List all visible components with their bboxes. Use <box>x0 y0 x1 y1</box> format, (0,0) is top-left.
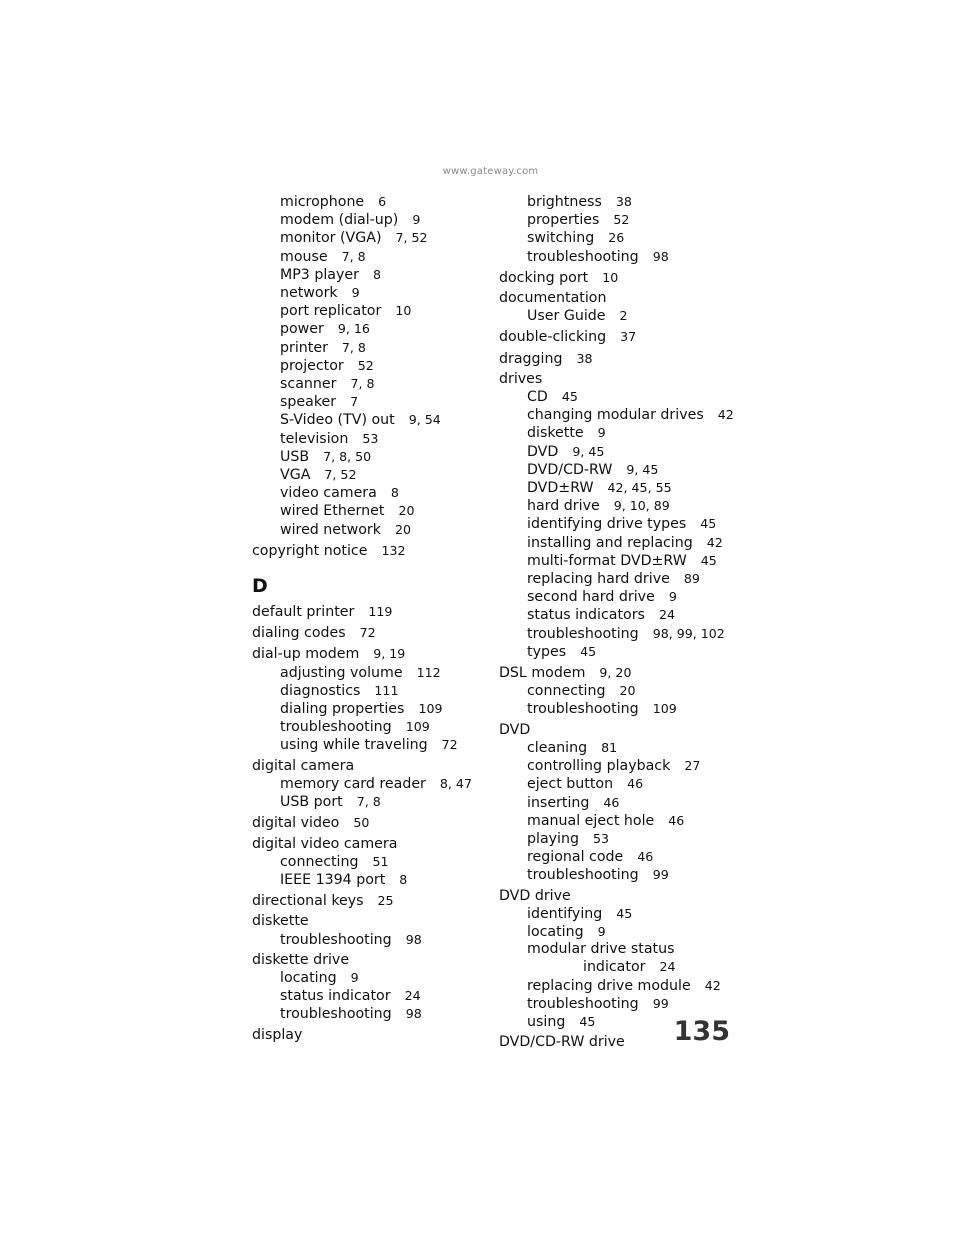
index-subentry <box>252 1005 492 1023</box>
index-term: diskette <box>527 425 584 442</box>
index-term: digital camera <box>252 757 355 774</box>
index-pages: 38 <box>576 350 593 366</box>
index-pages: 8 <box>390 485 399 501</box>
index-term: manual eject hole <box>527 812 655 829</box>
index-pages: 24 <box>404 988 421 1004</box>
index-pages: 46 <box>627 776 644 792</box>
index-pages: 7, 8 <box>341 339 366 355</box>
index-subentry <box>499 388 739 406</box>
index-entry <box>499 888 739 905</box>
index-pages: 9, 45 <box>626 461 659 477</box>
index-subentry <box>252 448 492 466</box>
index-pages: 111 <box>374 682 399 698</box>
index-subentry <box>252 248 492 266</box>
index-subentry <box>499 941 739 958</box>
index-subentry <box>252 284 492 302</box>
index-pages: 45 <box>700 552 717 568</box>
index-term: wired Ethernet <box>280 503 385 520</box>
index-column-left <box>252 193 492 1044</box>
index-subentry <box>499 515 739 533</box>
index-pages: 46 <box>603 794 620 810</box>
index-term: USB port <box>280 794 343 811</box>
index-pages: 27 <box>684 758 701 774</box>
index-term: installing and replacing <box>527 534 693 551</box>
index-pages: 46 <box>668 812 685 828</box>
index-term: using <box>527 1013 566 1030</box>
index-pages: 109 <box>652 701 677 717</box>
index-pages: 7, 8, 50 <box>323 448 372 464</box>
index-subentry <box>252 521 492 539</box>
index-pages: 46 <box>637 849 654 865</box>
index-subentry <box>499 606 739 624</box>
index-pages: 45 <box>616 905 633 921</box>
index-subentry <box>252 700 492 718</box>
index-term: drives <box>499 370 543 387</box>
index-subentry <box>499 211 739 229</box>
index-term: S-Video (TV) out <box>280 412 395 429</box>
index-entry <box>252 892 492 910</box>
index-subentry <box>499 794 739 812</box>
index-subentry <box>499 830 739 848</box>
index-term: indicator <box>583 959 646 976</box>
index-pages: 26 <box>608 230 625 246</box>
index-subentry <box>499 248 739 266</box>
index-term: status indicators <box>527 607 645 624</box>
index-pages: 2 <box>619 308 628 324</box>
index-term: controlling playback <box>527 758 671 775</box>
index-entry <box>499 328 739 346</box>
index-subentry <box>499 700 739 718</box>
index-entry <box>252 913 492 930</box>
index-term: troubleshooting <box>280 931 392 948</box>
index-term: MP3 player <box>280 266 359 283</box>
index-entry <box>252 814 492 832</box>
index-subentry <box>499 757 739 775</box>
index-pages: 42 <box>704 977 721 993</box>
index-pages: 9, 54 <box>408 412 441 428</box>
index-term: second hard drive <box>527 589 655 606</box>
index-term: scanner <box>280 376 337 393</box>
index-term: DVD±RW <box>527 480 594 497</box>
index-subentry <box>499 995 739 1013</box>
index-pages: 9 <box>412 212 421 228</box>
page-number: 135 <box>673 1016 730 1047</box>
index-pages: 9 <box>597 923 606 939</box>
index-subentry <box>252 229 492 247</box>
index-term: digital video <box>252 815 340 832</box>
index-term: connecting <box>527 683 606 700</box>
index-term: inserting <box>527 794 590 811</box>
index-pages: 53 <box>592 830 610 846</box>
index-pages: 20 <box>394 521 411 537</box>
index-pages: 42, 45, 55 <box>607 480 672 496</box>
index-term: using while traveling <box>280 737 428 754</box>
index-term: eject button <box>527 776 614 793</box>
index-block <box>252 603 492 1044</box>
index-term: docking port <box>499 269 589 286</box>
index-subentry <box>252 466 492 484</box>
index-term: dialing codes <box>252 625 346 642</box>
index-term: DVD drive <box>499 887 571 904</box>
index-subentry <box>499 461 739 479</box>
index-subentry <box>252 484 492 502</box>
index-pages: 9, 16 <box>337 321 370 337</box>
index-subentry <box>252 320 492 338</box>
index-pages: 7, 8 <box>341 248 366 264</box>
index-subentry <box>499 643 739 661</box>
index-subentry <box>252 664 492 682</box>
index-term: display <box>252 1026 303 1043</box>
index-term: television <box>280 430 349 447</box>
index-term: printer <box>280 339 328 356</box>
index-term: playing <box>527 830 579 847</box>
index-term: diskette <box>252 913 309 930</box>
index-subentry <box>252 375 492 393</box>
index-term: regional code <box>527 849 624 866</box>
index-pages: 72 <box>441 737 458 753</box>
index-entry <box>499 290 739 307</box>
index-pages: 25 <box>377 893 394 909</box>
section-letter: D <box>252 575 268 598</box>
index-term: locating <box>280 969 337 986</box>
index-term: troubleshooting <box>280 1006 392 1023</box>
index-subentry <box>499 497 739 515</box>
index-subentry <box>499 406 739 424</box>
index-term: power <box>280 321 324 338</box>
index-pages: 24 <box>658 607 675 623</box>
index-block <box>499 193 739 1051</box>
index-entry <box>499 722 739 739</box>
index-entry <box>252 624 492 642</box>
index-pages: 9 <box>597 425 606 441</box>
index-pages: 109 <box>418 701 443 717</box>
index-column-right <box>499 193 739 1051</box>
index-term: speaker <box>280 394 337 411</box>
index-term: DSL modem <box>499 665 586 682</box>
index-pages: 9, 20 <box>599 665 632 681</box>
index-subentry <box>499 588 739 606</box>
index-subentry <box>499 625 739 643</box>
index-term: DVD/CD-RW <box>527 461 613 478</box>
index-pages: 45 <box>561 389 578 405</box>
index-pages: 7, 8 <box>350 376 375 392</box>
index-subentry <box>252 987 492 1005</box>
index-subentry <box>252 357 492 375</box>
index-term: modular drive status <box>527 941 675 958</box>
index-pages: 52 <box>357 357 374 373</box>
index-term: locating <box>527 923 584 940</box>
index-subentry <box>252 718 492 736</box>
index-term: network <box>280 285 338 302</box>
index-term: troubleshooting <box>527 248 639 265</box>
index-pages: 51 <box>372 853 389 869</box>
index-pages: 98 <box>405 1006 422 1022</box>
index-pages: 45 <box>580 643 597 659</box>
index-entry <box>499 350 739 368</box>
index-entry <box>252 952 492 969</box>
index-entry <box>252 758 492 775</box>
index-subentry <box>252 871 492 889</box>
index-pages: 9 <box>351 285 360 301</box>
index-subentry <box>499 307 739 325</box>
index-entry <box>252 1027 492 1044</box>
index-pages: 20 <box>619 683 636 699</box>
index-term: changing modular drives <box>527 407 704 424</box>
index-term: properties <box>527 212 600 229</box>
index-term: wired network <box>280 521 381 538</box>
index-pages: 53 <box>362 430 379 446</box>
index-term: DVD <box>499 721 531 738</box>
index-entry <box>252 603 492 621</box>
index-subentry <box>499 443 739 461</box>
index-pages: 98 <box>405 931 422 947</box>
index-term: digital video camera <box>252 835 398 852</box>
index-term: directional keys <box>252 893 364 910</box>
index-pages: 109 <box>405 719 430 735</box>
index-term: connecting <box>280 853 359 870</box>
index-subentry <box>499 958 739 976</box>
index-entry <box>252 836 492 853</box>
index-term: troubleshooting <box>280 719 392 736</box>
index-term: dial-up modem <box>252 646 360 663</box>
index-subentry <box>499 739 739 757</box>
index-pages: 132 <box>381 542 406 558</box>
index-pages: 7, 8 <box>356 794 381 810</box>
index-pages: 10 <box>602 269 619 285</box>
index-term: DVD/CD-RW drive <box>499 1034 625 1051</box>
index-pages: 24 <box>659 959 676 975</box>
index-entry <box>252 542 492 560</box>
index-term: copyright notice <box>252 542 368 559</box>
index-term: VGA <box>280 467 311 484</box>
index-term: modem (dial-up) <box>280 212 399 229</box>
index-pages: 6 <box>378 194 387 209</box>
index-subentry <box>252 339 492 357</box>
index-term: cleaning <box>527 739 588 756</box>
index-pages: 50 <box>353 815 370 831</box>
index-term: multi-format DVD±RW <box>527 552 687 569</box>
header-url: www.gateway.com <box>442 166 539 177</box>
index-pages: 112 <box>416 664 441 680</box>
index-term: double-clicking <box>499 329 607 346</box>
index-term: dragging <box>499 350 563 367</box>
index-subentry <box>499 193 739 211</box>
index-term: dialing properties <box>280 701 405 718</box>
index-subentry <box>252 393 492 411</box>
index-term: microphone <box>280 194 365 210</box>
index-subentry <box>252 266 492 284</box>
index-term: projector <box>280 357 344 374</box>
index-term: port replicator <box>280 303 382 320</box>
index-pages: 99 <box>652 867 669 883</box>
index-subentry <box>499 905 739 923</box>
index-term: troubleshooting <box>527 701 639 718</box>
index-entry <box>499 269 739 287</box>
index-subentry <box>252 682 492 700</box>
index-subentry <box>499 682 739 700</box>
index-subentry <box>499 812 739 830</box>
index-term: CD <box>527 389 548 406</box>
index-term: video camera <box>280 485 377 502</box>
index-subentry <box>252 411 492 429</box>
index-pages: 9 <box>350 969 359 985</box>
index-pages: 9 <box>668 589 677 605</box>
index-subentry <box>499 229 739 247</box>
index-pages: 119 <box>368 604 393 620</box>
index-subentry <box>499 552 739 570</box>
index-pages: 8 <box>399 871 408 887</box>
index-term: troubleshooting <box>527 867 639 884</box>
index-subentry <box>252 775 492 793</box>
index-subentry <box>252 793 492 811</box>
index-subentry <box>499 866 739 884</box>
index-entry <box>499 664 739 682</box>
index-subentry <box>499 570 739 588</box>
index-term: IEEE 1394 port <box>280 871 386 888</box>
index-pages: 89 <box>683 571 700 587</box>
index-pages: 42 <box>706 534 723 550</box>
index-pages: 45 <box>579 1013 596 1029</box>
index-pages: 8 <box>372 266 381 282</box>
index-pages: 98 <box>652 248 669 264</box>
index-subentry <box>499 479 739 497</box>
index-subentry <box>499 848 739 866</box>
index-subentry <box>252 931 492 949</box>
index-pages: 20 <box>398 503 415 519</box>
index-pages: 10 <box>395 303 412 319</box>
index-term: identifying <box>527 905 603 922</box>
index-term: identifying drive types <box>527 516 687 533</box>
index-term: types <box>527 643 567 660</box>
index-subentry <box>252 502 492 520</box>
index-pages: 81 <box>601 739 618 755</box>
index-pages: 7, 52 <box>395 230 428 246</box>
index-pages: 52 <box>613 212 630 228</box>
index-term: brightness <box>527 194 602 210</box>
index-subentry <box>252 211 492 229</box>
index-term: replacing hard drive <box>527 571 670 588</box>
index-subentry <box>252 736 492 754</box>
index-term: diskette drive <box>252 951 350 968</box>
index-subentry <box>499 534 739 552</box>
index-subentry <box>252 193 492 211</box>
index-entry <box>252 645 492 663</box>
index-pages: 7 <box>350 394 359 410</box>
index-pages: 72 <box>359 625 376 641</box>
index-subentry <box>499 775 739 793</box>
index-term: monitor (VGA) <box>280 230 382 247</box>
index-subentry <box>252 853 492 871</box>
index-block <box>252 193 492 560</box>
index-pages: 45 <box>700 516 717 532</box>
index-term: troubleshooting <box>527 995 639 1012</box>
index-term: adjusting volume <box>280 664 403 681</box>
index-subentry <box>252 969 492 987</box>
index-term: User Guide <box>527 308 606 325</box>
index-pages: 42 <box>717 407 734 423</box>
index-subentry <box>252 430 492 448</box>
index-term: replacing drive module <box>527 977 691 994</box>
index-subentry <box>499 424 739 442</box>
index-term: hard drive <box>527 498 600 515</box>
index-term: troubleshooting <box>527 625 639 642</box>
index-pages: 37 <box>620 329 637 345</box>
index-pages: 98, 99, 102 <box>652 625 725 641</box>
index-entry <box>499 371 739 388</box>
index-pages: 38 <box>615 194 632 209</box>
index-term: memory card reader <box>280 775 426 792</box>
index-pages: 9, 19 <box>373 646 406 662</box>
index-term: DVD <box>527 443 559 460</box>
index-term: mouse <box>280 248 328 265</box>
index-term: diagnostics <box>280 682 361 699</box>
index-term: default printer <box>252 604 355 621</box>
index-pages: 99 <box>652 995 669 1011</box>
index-pages: 7, 52 <box>324 467 357 483</box>
index-subentry <box>252 302 492 320</box>
index-term: documentation <box>499 290 607 307</box>
index-pages: 9, 45 <box>572 443 605 459</box>
index-subentry <box>499 923 739 941</box>
index-subentry <box>499 977 739 995</box>
index-term: switching <box>527 230 595 247</box>
index-pages: 8, 47 <box>439 775 472 791</box>
index-pages: 9, 10, 89 <box>613 498 670 514</box>
index-term: status indicator <box>280 988 391 1005</box>
index-term: USB <box>280 448 310 465</box>
